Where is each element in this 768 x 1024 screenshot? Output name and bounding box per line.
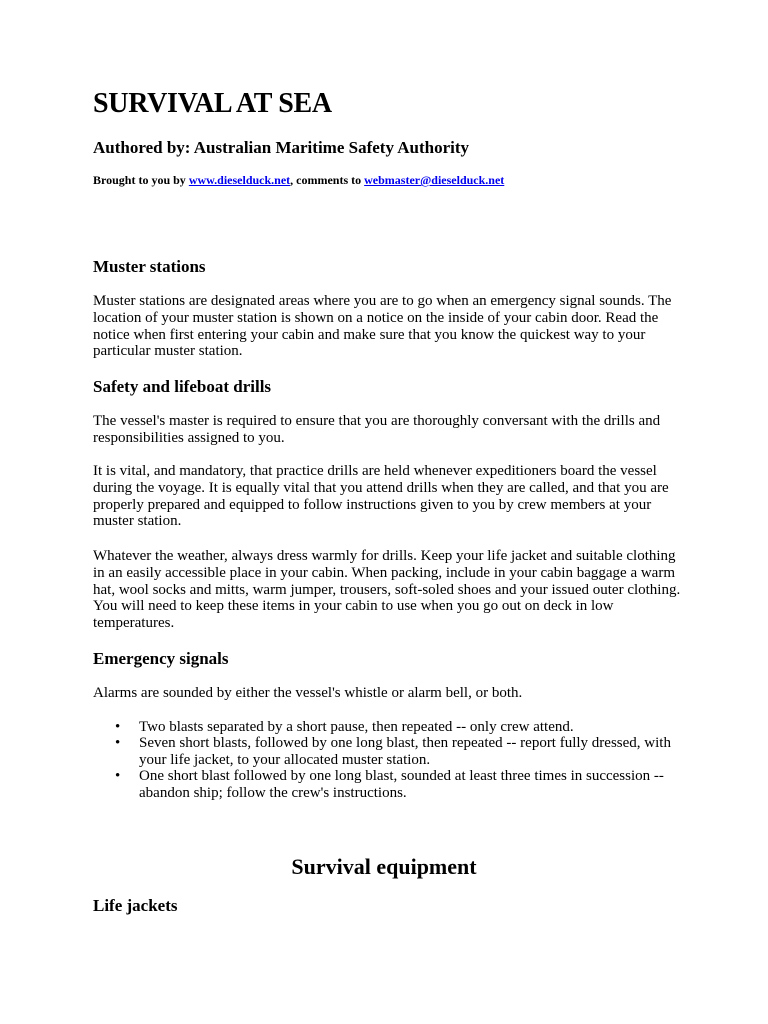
credits-prefix: Brought to you by <box>93 173 189 187</box>
heading-life-jackets: Life jackets <box>93 896 178 915</box>
bullet-icon: • <box>115 719 121 735</box>
heading-survival-equipment: Survival equipment <box>291 854 477 879</box>
drills-paragraph-1: The vessel's master is required to ensure that you are thoroughly conversant with the drills and responsibilities assigned to you. <box>93 413 661 446</box>
list-item-text: Seven short blasts, followed by one long blast, then repeated -- report fully dressed, with your life jacket, to your allocated muster station. <box>139 735 671 768</box>
list-item <box>115 768 684 801</box>
site-link[interactable]: www.dieselduck.net <box>188 173 291 187</box>
heading-emergency-signals: Emergency signals <box>93 649 229 668</box>
signals-paragraph: Alarms are sounded by either the vessel's whistle or alarm bell, or both. <box>93 685 523 701</box>
muster-paragraph: Muster stations are designated areas where you are to go when an emergency signal sounds. The location of your muster station is shown on a notice on the inside of your cabin door. Read the notice when first entering your cabin and make sure that you know the quickest way to your particular muster station. <box>93 293 672 360</box>
bullet-icon: • <box>115 735 121 752</box>
heading-safety-drills: Safety and lifeboat drills <box>93 377 272 396</box>
drills-paragraph-2: It is vital, and mandatory, that practice drills are held whenever expeditioners board the vessel during the voyage. It is equally vital that you attend drills when they are called, and that you are properly prepared and equipped to follow instructions given to you by crew members at your muster station. <box>93 463 669 530</box>
email-link[interactable]: webmaster@dieselduck.net <box>364 173 505 187</box>
signals-list <box>93 719 684 801</box>
credits-comments-text: , comments to <box>290 173 365 187</box>
list-item-text: Two blasts separated by a short pause, then repeated -- only crew attend. <box>139 719 574 735</box>
heading-muster-stations: Muster stations <box>93 257 206 276</box>
bullet-icon: • <box>115 768 121 785</box>
list-item <box>115 735 684 768</box>
list-item <box>115 719 684 735</box>
credits-line <box>93 173 504 188</box>
list-item-text: One short blast followed by one long blast, sounded at least three times in succession -- abandon ship; follow the crew's instructions. <box>139 768 664 801</box>
document-title: SURVIVAL AT SEA <box>93 88 332 119</box>
author-line: Authored by: Australian Maritime Safety Authority <box>93 138 470 157</box>
drills-paragraph-3: Whatever the weather, always dress warmly for drills. Keep your life jacket and suitable clothing in an easily accessible place in your cabin. When packing, include in your cabin baggage a warm hat, wool socks and mitts, warm jumper, trousers, soft-soled shoes and your issued outer clothing. You will need to keep these items in your cabin to use when you go out on deck in low temperatures. <box>93 548 681 632</box>
